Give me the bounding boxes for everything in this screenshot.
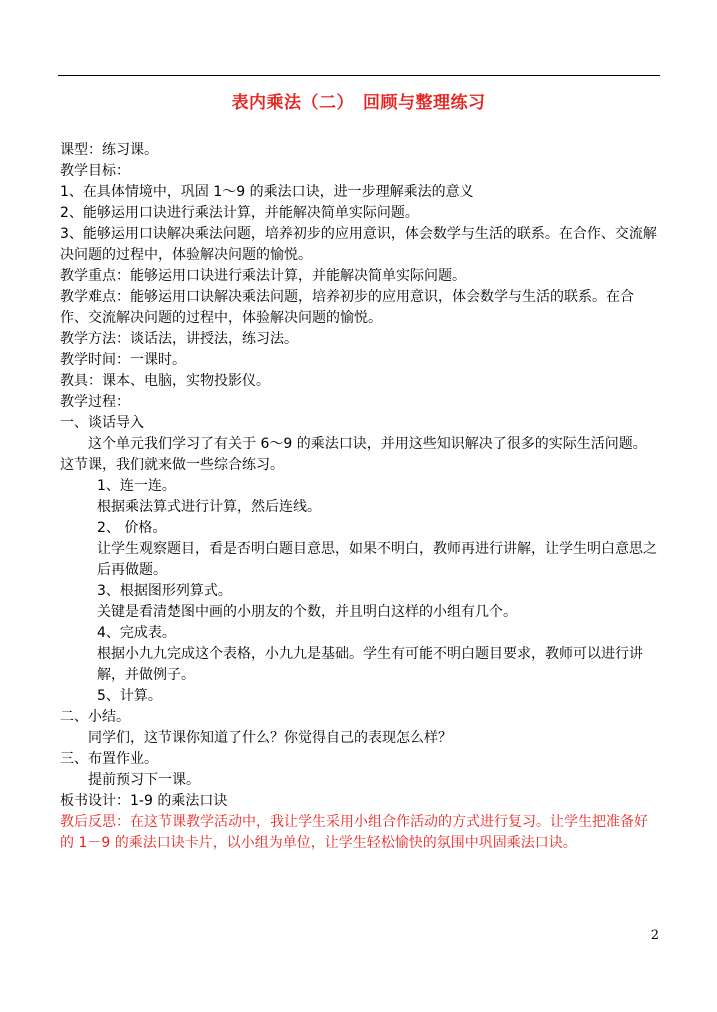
exercise-desc: 根据乘法算式进行计算，然后连线。 — [97, 499, 321, 515]
section-intro: 这个单元我们学习了有关于 6～9 的乘法口诀，并用这些知识解决了很多的实际生活问题。这节课，我们就来做一些综合练习。 — [60, 436, 647, 473]
exercise-title: 4、完成表。 — [97, 625, 176, 641]
document-body — [60, 140, 660, 854]
teaching-time: 教学时间：一课时。 — [60, 352, 186, 368]
section-heading: 一、谈话导入 — [60, 415, 144, 431]
teaching-tools: 教具：课本、电脑，实物投影仪。 — [60, 373, 270, 389]
exercise-desc: 让学生观察题目，看是否明白题目意思，如果不明白，教师再进行讲解，让学生明白意思之后再做题。 — [97, 541, 657, 578]
goals-label: 教学目标： — [60, 163, 130, 179]
exercise-desc: 关键是看清楚图中画的小朋友的个数，并且明白这样的小组有几个。 — [97, 604, 517, 620]
key-point: 教学重点：能够运用口诀进行乘法计算，并能解决简单实际问题。 — [60, 268, 466, 284]
goal-item: 2、能够运用口诀进行乘法计算，并能解决简单实际问题。 — [60, 205, 419, 221]
process-label: 教学过程： — [60, 394, 130, 410]
board-design: 板书设计：1-9 的乘法口诀 — [60, 793, 228, 809]
header-rule — [58, 75, 660, 76]
goal-item: 1、在具体情境中，巩固 1～9 的乘法口诀，进一步理解乘法的意义 — [60, 184, 474, 200]
exercise-title: 3、根据图形列算式。 — [97, 583, 232, 599]
teaching-method: 教学方法：谈话法，讲授法，练习法。 — [60, 331, 298, 347]
exercise-title: 2、 价格。 — [97, 520, 167, 536]
difficult-point: 教学难点：能够运用口诀解决乘法问题，培养初步的应用意识，体会数学与生活的联系。在合作、交流解决问题的过程中，体验解决问题的愉悦。 — [60, 289, 634, 326]
lesson-type: 课型：练习课。 — [60, 142, 158, 158]
section-text: 提前预习下一课。 — [88, 772, 200, 788]
section-heading: 三、布置作业。 — [60, 751, 158, 767]
section-text: 同学们，这节课你知道了什么？你觉得自己的表现怎么样？ — [88, 730, 452, 746]
page-number: 2 — [650, 928, 659, 943]
exercise-title: 5、计算。 — [97, 688, 162, 704]
exercise-title: 1、连一连。 — [97, 478, 176, 494]
section-heading: 二、小结。 — [60, 709, 130, 725]
goal-item: 3、能够运用口诀解决乘法问题，培养初步的应用意识，体会数学与生活的联系。在合作、交流解决问题的过程中，体验解决问题的愉悦。 — [60, 226, 657, 263]
exercise-desc: 根据小九九完成这个表格，小九九是基础。学生有可能不明白题目要求，教师可以进行讲解，并做例子。 — [97, 646, 643, 683]
reflection: 教后反思：在这节课教学活动中，我让学生采用小组合作活动的方式进行复习。让学生把准备好的 1－9 的乘法口诀卡片，以小组为单位，让学生轻松愉快的氛围中巩固乘法口诀。 — [60, 814, 648, 851]
page-title: 表内乘法（二） 回顾与整理练习 — [231, 93, 486, 113]
